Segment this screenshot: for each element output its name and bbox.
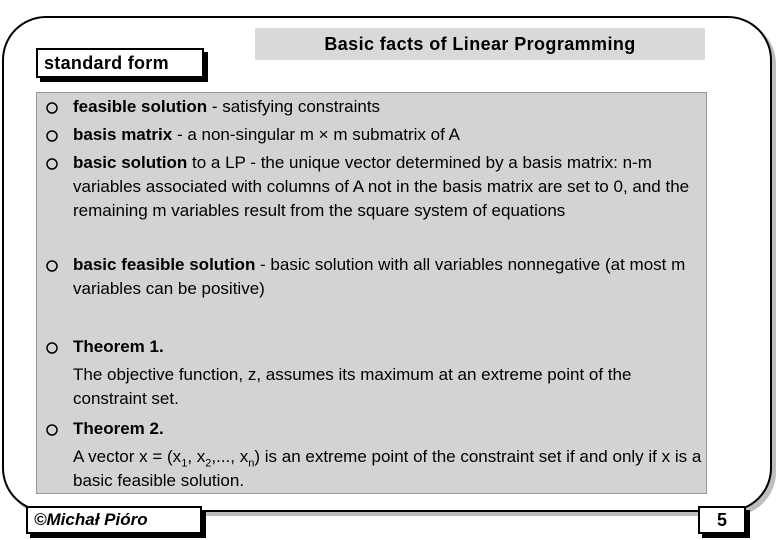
definition: - basic solution with all variables nonnegative (at most m variables can be positive) xyxy=(73,255,686,298)
section-label: standard form xyxy=(36,48,204,78)
page-number: 5 xyxy=(698,506,746,534)
statement-part: , x xyxy=(187,447,206,466)
slide-title: Basic facts of Linear Programming xyxy=(255,28,705,60)
list-item-text xyxy=(73,151,703,223)
definition: - a non-singular m × m submatrix of A xyxy=(172,125,460,144)
circle-bullet-icon xyxy=(45,259,59,273)
statement-part: ,..., x xyxy=(211,447,249,466)
subscript: n xyxy=(248,457,255,470)
theorem-statement: The objective function, z, assumes its maximum at an extreme point of the constraint set. xyxy=(73,365,632,408)
subscript: 2 xyxy=(205,457,212,470)
term: basic feasible solution xyxy=(73,255,256,274)
circle-bullet-icon xyxy=(45,423,59,437)
author-name: ©Michał Pióro xyxy=(26,506,202,534)
list-item-text xyxy=(73,95,703,119)
definition: to a LP - the unique vector determined by a basis matrix: n-m variables associated with columns of A not in the basis matrix are set to 0, and the remaining m variables result from the square system of equations xyxy=(73,153,690,220)
theorem-heading: Theorem 1. xyxy=(73,337,164,356)
content-box xyxy=(36,92,707,494)
statement-part: ) is an extreme point of the constraint set if and only if x is a basic feasible solution. xyxy=(73,447,702,490)
term: feasible solution xyxy=(73,97,208,116)
circle-bullet-icon xyxy=(45,341,59,355)
subscript: 1 xyxy=(181,457,188,470)
term: basic solution xyxy=(73,153,188,172)
definition: - satisfying constraints xyxy=(207,97,381,116)
circle-bullet-icon xyxy=(45,101,59,115)
theorem-statement xyxy=(73,445,703,493)
statement-part: A vector x = (x xyxy=(73,447,182,466)
list-item-text xyxy=(73,335,703,411)
theorem-heading: Theorem 2. xyxy=(73,419,164,438)
circle-bullet-icon xyxy=(45,129,59,143)
circle-bullet-icon xyxy=(45,157,59,171)
list-item-text xyxy=(73,123,703,147)
list-item-text xyxy=(73,253,703,301)
list-item-text xyxy=(73,417,703,493)
term: basis matrix xyxy=(73,125,173,144)
